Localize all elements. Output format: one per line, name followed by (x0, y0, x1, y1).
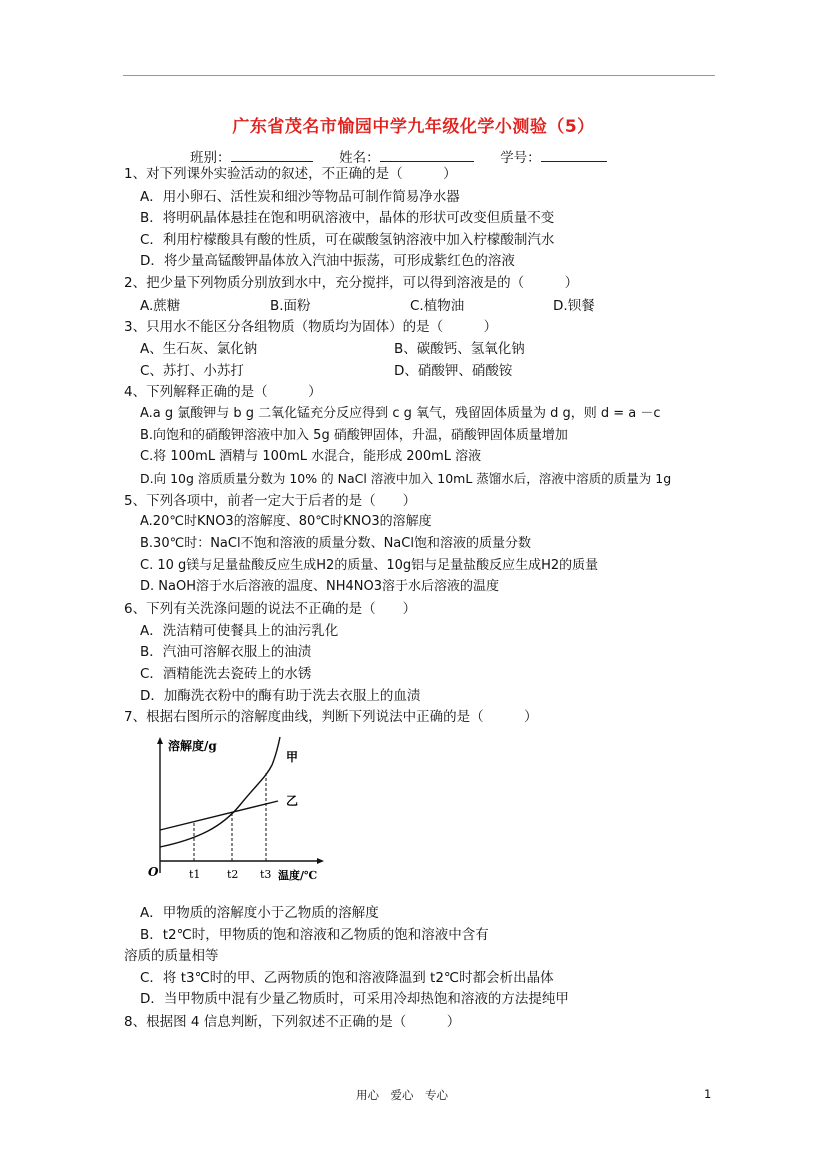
option: D．将少量高锰酸钾晶体放入汽油中振荡，可形成紫红色的溶液 (140, 253, 515, 269)
tick-label: t2 (227, 868, 239, 881)
y-axis-label: 溶解度/g (168, 739, 217, 753)
option: C．利用柠檬酸具有酸的性质，可在碳酸氢钠溶液中加入柠檬酸制汽水 (140, 232, 555, 248)
option: A.20℃时KNO3的溶解度、80℃时KNO3的溶解度 (140, 514, 432, 529)
option-continuation: 溶质的质量相等 (124, 948, 219, 964)
question-stem: 7、根据右图所示的溶解度曲线，判断下列说法中正确的是（ ） (124, 709, 538, 725)
solubility-curve-figure (148, 735, 338, 885)
tick-label: t3 (260, 868, 272, 881)
class-field[interactable] (231, 147, 313, 162)
option: D.钡餐 (553, 298, 595, 314)
id-field[interactable] (541, 147, 607, 162)
option: B.向饱和的硝酸钾溶液中加入 5g 硝酸钾固体，升温，硝酸钾固体质量增加 (140, 428, 568, 443)
tick-label: t1 (189, 868, 201, 881)
question-stem: 3、只用水不能区分各组物质（物质均为固体）的是（ ） (124, 319, 498, 335)
option: C．酒精能洗去瓷砖上的水锈 (140, 666, 312, 682)
curve-label-jia: 甲 (286, 750, 299, 764)
option: D．当甲物质中混有少量乙物质时，可采用冷却热饱和溶液的方法提纯甲 (140, 991, 569, 1007)
question-stem: 8、根据图 4 信息判断，下列叙述不正确的是（ ） (124, 1014, 461, 1030)
question-stem: 2、把少量下列物质分别放到水中，充分搅拌，可以得到溶液是的（ ） (124, 275, 579, 291)
option: D. NaOH溶于水后溶液的温度、NH4NO3溶于水后溶液的温度 (140, 579, 499, 594)
name-label: 姓名： (339, 150, 380, 166)
name-field[interactable] (380, 147, 474, 162)
option: B．将明矾晶体悬挂在饱和明矾溶液中，晶体的形状可改变但质量不变 (140, 210, 555, 226)
option: C.将 100mL 酒精与 100mL 水混合，能形成 200mL 溶液 (140, 449, 482, 464)
option: D、硝酸钾、硝酸铵 (394, 363, 513, 379)
option: D．加酶洗衣粉中的酶有助于洗去衣服上的血渍 (140, 688, 421, 704)
question-stem: 4、下列解释正确的是（ ） (124, 384, 322, 400)
option: B.30℃时：NaCl不饱和溶液的质量分数、NaCl饱和溶液的质量分数 (140, 536, 531, 551)
option: C. 10 g镁与足量盐酸反应生成H2的质量、10g铝与足量盐酸反应生成H2的质量 (140, 558, 599, 573)
question-stem: 6、下列有关洗涤问题的说法不正确的是（ ） (124, 601, 417, 617)
option: A．用小卵石、活性炭和细沙等物品可制作简易净水器 (140, 189, 460, 205)
origin-label: O (148, 865, 159, 879)
option: B．汽油可溶解衣服上的油渍 (140, 644, 312, 660)
option: C、苏打、小苏打 (140, 363, 244, 379)
question-stem: 1、对下列课外实验活动的叙述，不正确的是（ ） (124, 166, 457, 182)
y-axis-arrow (157, 737, 163, 744)
header-rule (123, 75, 715, 76)
question-stem: 5、下列各项中，前者一定大于后者的是（ ） (124, 493, 417, 509)
option: A、生石灰、氯化钠 (140, 341, 258, 357)
option: A.a g 氯酸钾与 b g 二氧化锰充分反应得到 c g 氧气，残留固体质量为 d g，则 d = a －c (140, 406, 661, 421)
option: D.向 10g 溶质质量分数为 10% 的 NaCl 溶液中加入 10mL 蒸馏水后，溶液中溶质的质量为 1g (140, 471, 672, 486)
id-label: 学号： (500, 150, 541, 166)
footer-text: 用心 爱心 专心 (356, 1088, 448, 1102)
page-number: 1 (704, 1087, 712, 1101)
student-info-row (190, 146, 607, 166)
option: C.植物油 (410, 298, 465, 314)
option: A.蔗糖 (140, 298, 181, 314)
option: C．将 t3℃时的甲、乙两物质的饱和溶液降温到 t2℃时都会析出晶体 (140, 970, 554, 986)
option: B．t2℃时，甲物质的饱和溶液和乙物质的饱和溶液中含有 (140, 927, 489, 943)
option: A．甲物质的溶解度小于乙物质的溶解度 (140, 905, 379, 921)
curve-yi (160, 801, 278, 830)
option: B.面粉 (270, 298, 311, 314)
curve-jia (160, 737, 280, 847)
class-label: 班别： (190, 150, 231, 166)
page-title: 广东省茂名市愉园中学九年级化学小测验（5） (232, 117, 595, 137)
curve-label-yi: 乙 (286, 794, 299, 808)
x-axis-label: 温度/℃ (278, 869, 318, 882)
option: A．洗洁精可使餐具上的油污乳化 (140, 623, 339, 639)
option: B、碳酸钙、氢氧化钠 (394, 341, 525, 357)
x-axis-arrow (317, 858, 324, 864)
